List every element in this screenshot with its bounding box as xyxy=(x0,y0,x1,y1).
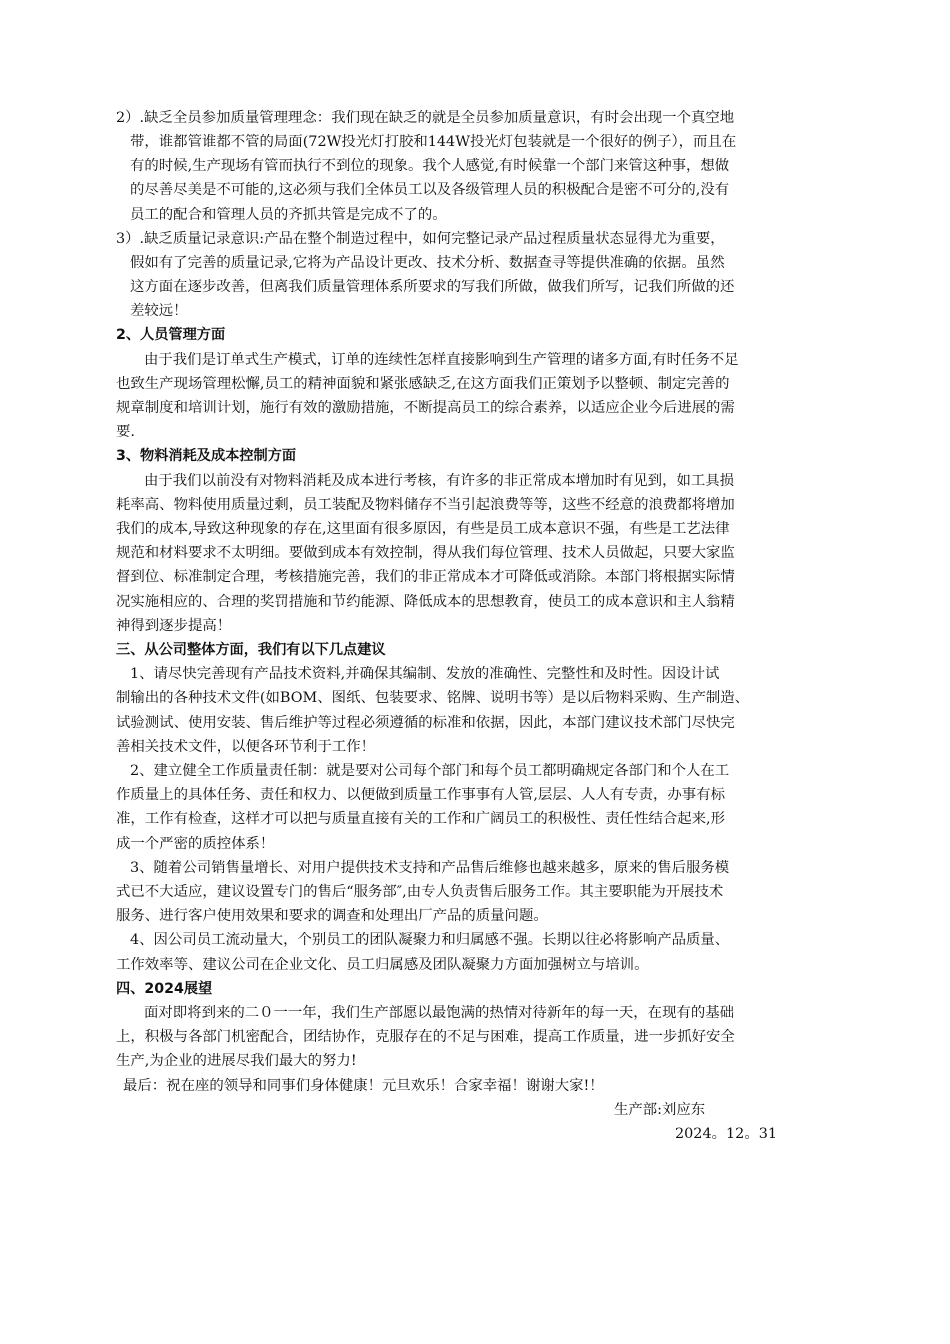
paragraph-line: 这方面在逐步改善，但离我们质量管理体系所要求的写我们所做，做我们所写，记我们所做的还 xyxy=(130,279,735,295)
paragraph-line: 员工的配合和管理人员的齐抓共管是完成不了的。 xyxy=(130,207,447,223)
paragraph-line: 由于我们是订单式生产模式，订单的连续性怎样直接影响到生产管理的诸多方面,有时任务不足 xyxy=(144,352,739,368)
paragraph-line: 1、请尽快完善现有产品技术资料,并确保其编制、发放的准确性、完整性和及时性。因设计试 xyxy=(130,666,720,682)
paragraph-line: 由于我们以前没有对物料消耗及成本进行考核，有许多的非正常成本增加时有见到，如工具损 xyxy=(144,473,735,489)
paragraph-line: 3）.缺乏质量记录意识:产品在整个制造过程中，如何完整记录产品过程质量状态显得尤为重要， xyxy=(116,231,725,247)
section-heading: 三、从公司整体方面，我们有以下几点建议 xyxy=(116,642,386,658)
section-heading: 3、物料消耗及成本控制方面 xyxy=(116,448,297,464)
paragraph-line: 耗率高、物料使用质量过剩，员工装配及物料储存不当引起浪费等等，这些不经意的浪费都将增加 xyxy=(116,497,735,513)
paragraph-line: 要. xyxy=(116,424,135,440)
paragraph-line: 服务、进行客户使用效果和要求的调查和处理出厂产品的质量问题。 xyxy=(116,908,548,924)
paragraph-line: 规章制度和培训计划，施行有效的激励措施，不断提高员工的综合素养，以适应企业今后进展的需 xyxy=(116,400,735,416)
paragraph-line: 假如有了完善的质量记录,它将为产品设计更改、技术分析、数据查寻等提供准确的依据。虽然 xyxy=(130,255,725,271)
paragraph-line: 面对即将到来的二０一一年，我们生产部愿以最饱满的热情对待新年的每一天，在现有的基础 xyxy=(144,1005,735,1021)
paragraph-line: 规范和材料要求不太明细。要做到成本有效控制，得从我们每位管理、技术人员做起，只要大家监 xyxy=(116,545,735,561)
paragraph-line: 试验测试、使用安装、售后维护等过程必须遵循的标准和依据，因此，本部门建议技术部门尽快完 xyxy=(116,715,735,731)
paragraph-line: 作质量上的具体任务、责任和权力、以便做到质量工作事事有人管,层层、人人有专责，办事有标 xyxy=(116,787,725,803)
paragraph-line: 工作效率等、建议公司在企业文化、员工归属感及团队凝聚力方面加强树立与培训。 xyxy=(116,957,649,973)
paragraph-line: 4、因公司员工流动量大，个别员工的团队凝聚力和归属感不强。长期以往必将影响产品质量、 xyxy=(130,932,730,948)
paragraph-line: 差较远！ xyxy=(130,303,188,319)
paragraph-line: 也致生产现场管理松懈,员工的精神面貌和紧张感缺乏,在这方面我们正策划予以整顿、制定完善的 xyxy=(116,376,730,392)
paragraph-line: 生产,为企业的进展尽我们最大的努力! xyxy=(116,1053,357,1069)
section-heading: 四、2024展望 xyxy=(116,981,213,997)
paragraph-line: 2）.缺乏全员参加质量管理理念：我们现在缺乏的就是全员参加质量意识，有时会出现一个真空地 xyxy=(116,110,735,126)
paragraph-line: 有的时候,生产现场有管而执行不到位的现象。我个人感觉,有时候靠一个部门来管这种事，想做 xyxy=(130,158,730,174)
paragraph-line: 善相关技术文件，以便各环节利于工作！ xyxy=(116,739,376,755)
signature: 生产部:刘应东 xyxy=(614,1102,706,1118)
paragraph-line: 成一个严密的质控体系！ xyxy=(116,836,275,852)
date: 2024。12。31 xyxy=(675,1126,778,1142)
paragraph-line: 准，工作有检查，这样才可以把与质量直接有关的工作和广阔员工的积极性、责任性结合起来,形 xyxy=(116,811,725,827)
paragraph-line: 式已不大适应，建议设置专门的售后“服务部″,由专人负责售后服务工作。其主要职能为开展技术 xyxy=(116,884,724,900)
paragraph-line: 况实施相应的、合理的奖罚措施和节约能源、降低成本的思想教育，使员工的成本意识和主人翁精 xyxy=(116,594,735,610)
paragraph-line: 带，谁都管谁都不管的局面(72W投光灯打胶和144W投光灯包装就是一个很好的例子），而且在 xyxy=(130,134,737,150)
paragraph-line: 督到位、标准制定合理，考核措施完善，我们的非正常成本才可降低或消除。本部门将根据实际情 xyxy=(116,569,735,585)
paragraph-line: 的尽善尽美是不可能的,这必须与我们全体员工以及各级管理人员的积极配合是密不可分的,没有 xyxy=(130,182,730,198)
section-heading: 2、人员管理方面 xyxy=(116,327,226,343)
paragraph-line: 神得到逐步提高！ xyxy=(116,618,232,634)
closing-line: 最后：祝在座的领导和同事们身体健康！元旦欢乐！合家幸福！谢谢大家!！ xyxy=(123,1078,604,1094)
paragraph-line: 2、建立健全工作质量责任制：就是要对公司每个部门和每个员工都明确规定各部门和个人在工 xyxy=(130,763,730,779)
paragraph-line: 上，积极与各部门机密配合，团结协作，克服存在的不足与困难，提高工作质量，进一步抓好安全 xyxy=(116,1029,735,1045)
paragraph-line: 我们的成本,导致这种现象的存在,这里面有很多原因，有些是员工成本意识不强，有些是工艺法律 xyxy=(116,521,730,537)
paragraph-line: 制输出的各种技术文件(如BOM、图纸、包装要求、铭牌、说明书等）是以后物料采购、生产制造、 xyxy=(116,690,750,706)
paragraph-line: 3、随着公司销售量增长、对用户提供技术支持和产品售后维修也越来越多，原来的售后服务模 xyxy=(130,860,730,876)
